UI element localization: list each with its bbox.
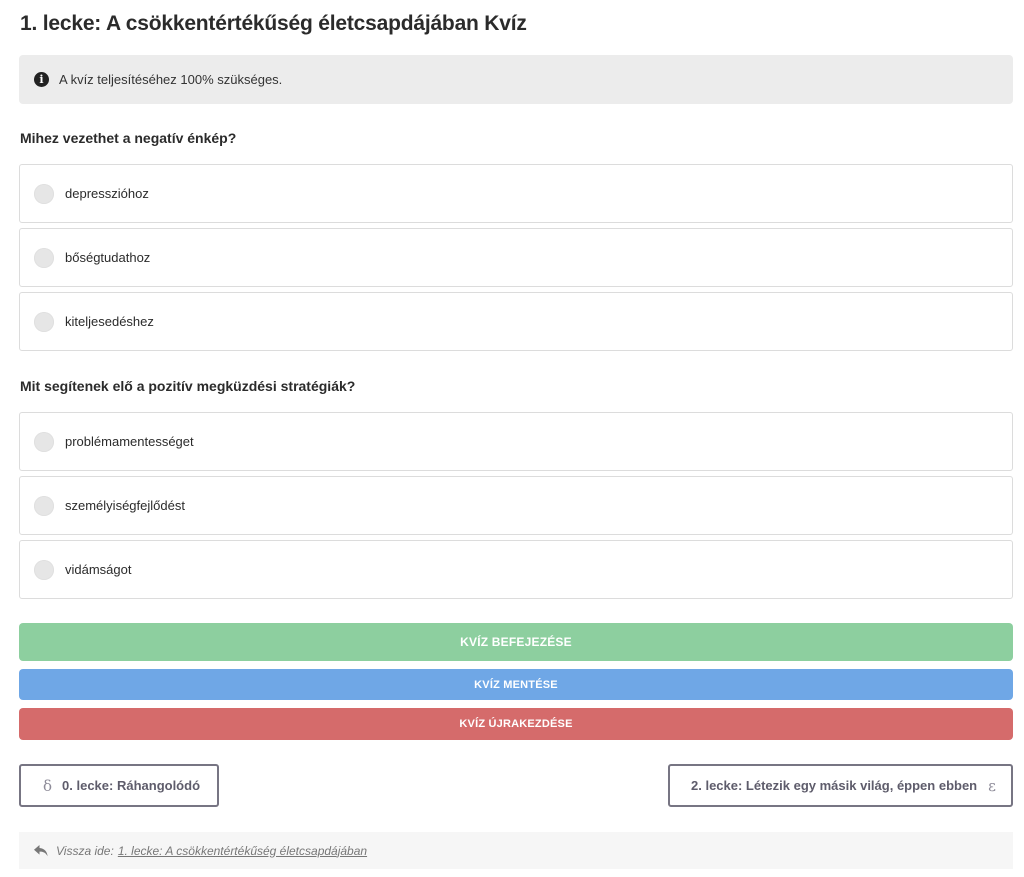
save-quiz-button[interactable]: KVÍZ MENTÉSE [19,669,1013,700]
radio-button[interactable] [34,184,54,204]
reply-arrow-icon [34,845,48,857]
radio-button[interactable] [34,248,54,268]
back-to-lesson-link[interactable]: 1. lecke: A csökkentértékűség életcsapdájában [117,843,368,858]
previous-lesson-label: 0. lecke: Ráhangolódó [62,778,201,793]
answer-option[interactable] [19,228,1013,287]
back-prefix: Vissza ide: [56,843,114,858]
answer-option[interactable] [19,476,1013,535]
notice-text: A kvíz teljesítéséhez 100% szükséges. [59,72,283,87]
quiz-notice [19,55,1013,104]
back-to-lesson-bar [19,832,1013,869]
quiz-title: 1. lecke: A csökkentértékűség életcsapdájában Kvíz [20,12,527,35]
radio-button[interactable] [34,496,54,516]
answer-label: bőségtudathoz [65,250,151,265]
answer-label: kiteljesedéshez [65,314,154,329]
answer-option[interactable] [19,540,1013,599]
answer-label: depresszióhoz [65,186,149,201]
finish-quiz-button[interactable]: KVÍZ BEFEJEZÉSE [19,623,1013,661]
radio-button[interactable] [34,312,54,332]
question-2: Mit segítenek elő a pozitív megküzdési stratégiák? [20,378,356,394]
previous-icon: δ [43,776,53,795]
answer-label: vidámságot [65,562,132,577]
radio-button[interactable] [34,432,54,452]
next-icon: ε [988,776,996,795]
radio-button[interactable] [34,560,54,580]
answer-label: problémamentességet [65,434,194,449]
answer-option[interactable] [19,292,1013,351]
restart-quiz-button[interactable]: KVÍZ ÚJRAKEZDÉSE [19,708,1013,740]
answer-label: személyiségfejlődést [65,498,185,513]
info-circle-icon: i [34,72,49,87]
question-1: Mihez vezethet a negatív énkép? [20,130,237,146]
next-lesson-label: 2. lecke: Létezik egy másik világ, éppen ebben [691,778,978,793]
previous-lesson-button[interactable] [19,764,219,807]
next-lesson-button[interactable] [668,764,1013,807]
answer-option[interactable] [19,412,1013,471]
answer-option[interactable] [19,164,1013,223]
